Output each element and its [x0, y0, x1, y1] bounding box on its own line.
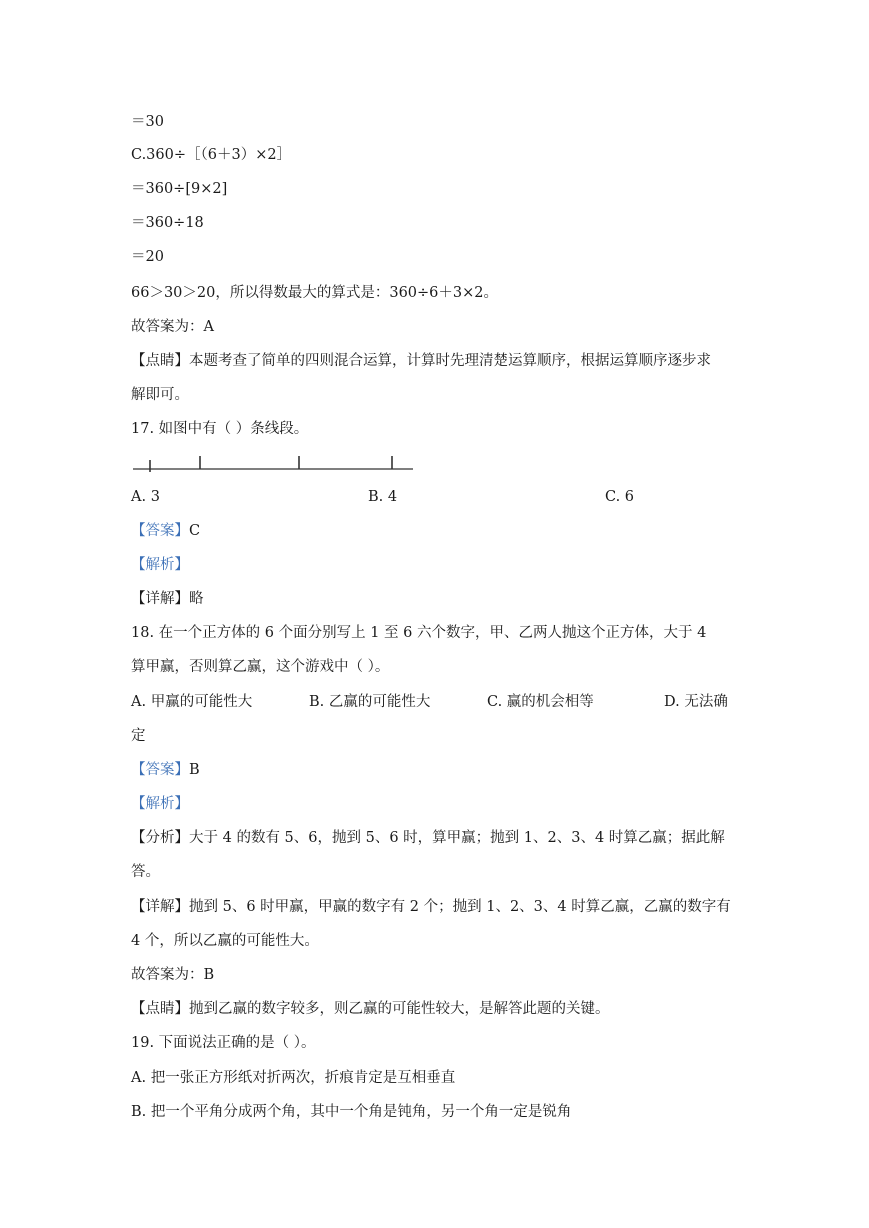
option-a: A. 把一张正方形纸对折两次，折痕肯定是互相垂直 — [131, 1070, 456, 1086]
detail-line: 【详解】抛到 5、6 时甲赢，甲赢的数字有 2 个；抛到 1、2、3、4 时算乙赢，乙赢的数字有 — [131, 899, 731, 915]
analysis-line-cont: 答。 — [131, 864, 160, 880]
option-d: D. 无法确 — [664, 694, 728, 710]
text-line: ＝30 — [131, 114, 164, 130]
answer-tag: 【答案】 — [131, 762, 189, 778]
question-19: 19. 下面说法正确的是（ ）。 — [131, 1035, 316, 1051]
question-17: 17. 如图中有（ ）条线段。 — [131, 421, 309, 437]
option-d-wrap: 定 — [131, 728, 146, 744]
tip-line: 解即可。 — [131, 387, 189, 403]
option-b: B. 乙赢的可能性大 — [309, 694, 431, 710]
answer-line — [131, 761, 200, 779]
answer-line — [131, 522, 200, 540]
conclusion-line: 故答案为：B — [131, 967, 215, 983]
tip-line: 【点睛】抛到乙赢的数字较多，则乙赢的可能性较大，是解答此题的关键。 — [131, 1001, 610, 1017]
tip-line: 【点睛】本题考查了简单的四则混合运算，计算时先理清楚运算顺序，根据运算顺序逐步求 — [131, 353, 711, 369]
text-line: C.360÷［（6＋3）×2］ — [131, 147, 292, 163]
text-line: 66＞30＞20，所以得数最大的算式是：360÷6＋3×2。 — [131, 285, 499, 301]
text-line: ＝20 — [131, 249, 164, 265]
option-a: A. 3 — [131, 489, 160, 505]
option-b: B. 把一个平角分成两个角，其中一个角是钝角，另一个角一定是锐角 — [131, 1104, 572, 1120]
option-c: C. 6 — [605, 489, 635, 505]
text-line: ＝360÷18 — [131, 215, 204, 231]
option-c: C. 赢的机会相等 — [487, 694, 594, 710]
analysis-tag: 【解析】 — [131, 557, 189, 573]
text-line: ＝360÷[9×2] — [131, 181, 228, 197]
line-segment-figure — [131, 452, 416, 476]
analysis-line: 【分析】大于 4 的数有 5、6，抛到 5、6 时，算甲赢；抛到 1、2、3、4 时算乙赢；据此解 — [131, 830, 725, 846]
answer-value: B — [189, 762, 200, 778]
answer-tag: 【答案】 — [131, 523, 189, 539]
option-b: B. 4 — [368, 489, 398, 505]
detail-line-cont: 4 个，所以乙赢的可能性大。 — [131, 933, 319, 949]
detail-line: 【详解】略 — [131, 591, 204, 607]
analysis-tag: 【解析】 — [131, 796, 189, 812]
text-line: 故答案为：A — [131, 319, 214, 335]
question-18: 18. 在一个正方体的 6 个面分别写上 1 至 6 六个数字，甲、乙两人抛这个正方体，大于 4 — [131, 625, 707, 641]
question-18-cont: 算甲赢，否则算乙赢，这个游戏中（ ）。 — [131, 659, 390, 675]
answer-value: C — [189, 523, 201, 539]
option-a: A. 甲赢的可能性大 — [131, 694, 253, 710]
